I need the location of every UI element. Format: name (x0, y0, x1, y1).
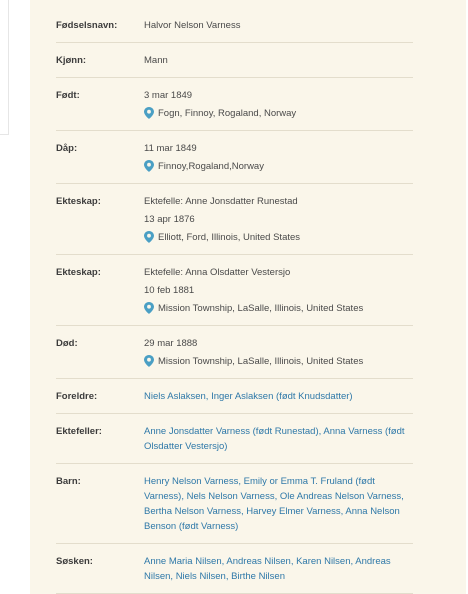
fact-row-siblings (56, 544, 413, 594)
link-separator: , (401, 491, 404, 502)
place-text: Fogn, Finnoy, Rogaland, Norway (158, 108, 297, 119)
fact-label: Barn: (56, 476, 81, 487)
link-separator: , (290, 556, 297, 567)
fact-row-gender (56, 43, 413, 78)
person-link[interactable]: Anna Nelson Benson (født Varness) (144, 506, 400, 532)
fact-label: Født: (56, 90, 80, 101)
place-text: Finnoy,Rogaland,Norway (158, 161, 264, 172)
fact-value (144, 88, 413, 121)
fact-label: Dåp: (56, 143, 78, 154)
person-link[interactable]: Anna Varness (født Olsdatter Vestersjo) (144, 426, 405, 452)
fact-label: Fødselsnavn: (56, 20, 118, 31)
person-link[interactable]: Nels Nelson Varness (186, 491, 275, 502)
event-place (144, 301, 413, 316)
place-text: Elliott, Ford, Illinois, United States (158, 232, 301, 243)
location-pin-icon (144, 302, 154, 314)
fact-value (144, 336, 413, 369)
person-link[interactable]: Bertha Nelson Varness (144, 506, 241, 517)
event-date: 10 feb 1881 (144, 285, 195, 296)
fact-label: Søsken: (56, 556, 93, 567)
event-place (144, 354, 413, 369)
fact-value (144, 194, 413, 245)
fact-label: Ekteskap: (56, 267, 101, 278)
event-date: 11 mar 1849 (144, 143, 197, 154)
fact-row-marriage-1 (56, 184, 413, 255)
link-separator: , (274, 491, 280, 502)
fact-label: Ektefeller: (56, 426, 102, 437)
person-link[interactable]: Andreas Nilsen (144, 556, 391, 582)
person-link[interactable]: Inger Aslaksen (født Knudsdatter) (211, 391, 353, 402)
event-date: 13 apr 1876 (144, 214, 195, 225)
person-link[interactable]: Andreas Nilsen (226, 556, 291, 567)
fact-value: Halvor Nelson Varness (144, 20, 241, 31)
link-separator: , (221, 556, 227, 567)
place-text: Mission Township, LaSalle, Illinois, United States (158, 356, 364, 367)
fact-row-baptism (56, 131, 413, 184)
link-separator: , (340, 506, 346, 517)
fact-value: Mann (144, 55, 168, 66)
fact-row-born (56, 78, 413, 131)
person-link[interactable]: Birthe Nilsen (231, 571, 285, 582)
event-place (144, 106, 413, 121)
link-separator: , (170, 571, 176, 582)
link-separator: , (241, 506, 247, 517)
fact-row-death (56, 326, 413, 379)
person-link[interactable]: Emily or Emma T. Fruland (født Varness) (144, 476, 375, 502)
relation-links (144, 554, 413, 584)
link-separator: , (350, 556, 356, 567)
event-place (144, 159, 413, 174)
spouse-text: Ektefelle: Anne Jonsdatter Runestad (144, 196, 298, 207)
person-link[interactable]: Niels Nilsen (175, 571, 226, 582)
fact-value (144, 265, 413, 316)
fact-row-children (56, 464, 413, 544)
person-link[interactable]: Anne Maria Nilsen (144, 556, 222, 567)
event-place (144, 230, 413, 245)
location-pin-icon (144, 231, 154, 243)
fact-label: Foreldre: (56, 391, 98, 402)
location-pin-icon (144, 160, 154, 172)
fact-label: Ekteskap: (56, 196, 101, 207)
fact-value (144, 141, 413, 174)
link-separator: , (238, 476, 244, 487)
link-separator: , (318, 426, 324, 437)
relation-links (144, 424, 413, 454)
location-pin-icon (144, 355, 154, 367)
spouse-text: Ektefelle: Anna Olsdatter Vestersjo (144, 267, 291, 278)
fact-row-parents (56, 379, 413, 414)
person-link[interactable]: Ole Andreas Nelson Varness (279, 491, 402, 502)
fact-row-spouses (56, 414, 413, 464)
fact-row-birth-name (56, 8, 413, 43)
person-link[interactable]: Niels Aslaksen (144, 391, 206, 402)
person-facts-panel (30, 0, 466, 594)
link-separator: , (181, 491, 187, 502)
place-text: Mission Township, LaSalle, Illinois, United States (158, 303, 364, 314)
left-sidebar-edge (0, 0, 9, 135)
link-separator: , (225, 571, 232, 582)
relation-links (144, 474, 413, 534)
event-date: 29 mar 1888 (144, 338, 198, 349)
fact-row-marriage-2 (56, 255, 413, 326)
fact-label: Kjønn: (56, 55, 87, 66)
person-link[interactable]: Harvey Elmer Varness (246, 506, 341, 517)
location-pin-icon (144, 107, 154, 119)
event-date: 3 mar 1849 (144, 90, 193, 101)
person-link[interactable]: Karen Nilsen (296, 556, 351, 567)
link-separator: , (205, 391, 212, 402)
person-link[interactable]: Henry Nelson Varness (144, 476, 239, 487)
fact-label: Død: (56, 338, 78, 349)
relation-links (144, 389, 413, 404)
facts-list (56, 8, 413, 594)
person-link[interactable]: Anne Jonsdatter Varness (født Runestad) (144, 426, 319, 437)
